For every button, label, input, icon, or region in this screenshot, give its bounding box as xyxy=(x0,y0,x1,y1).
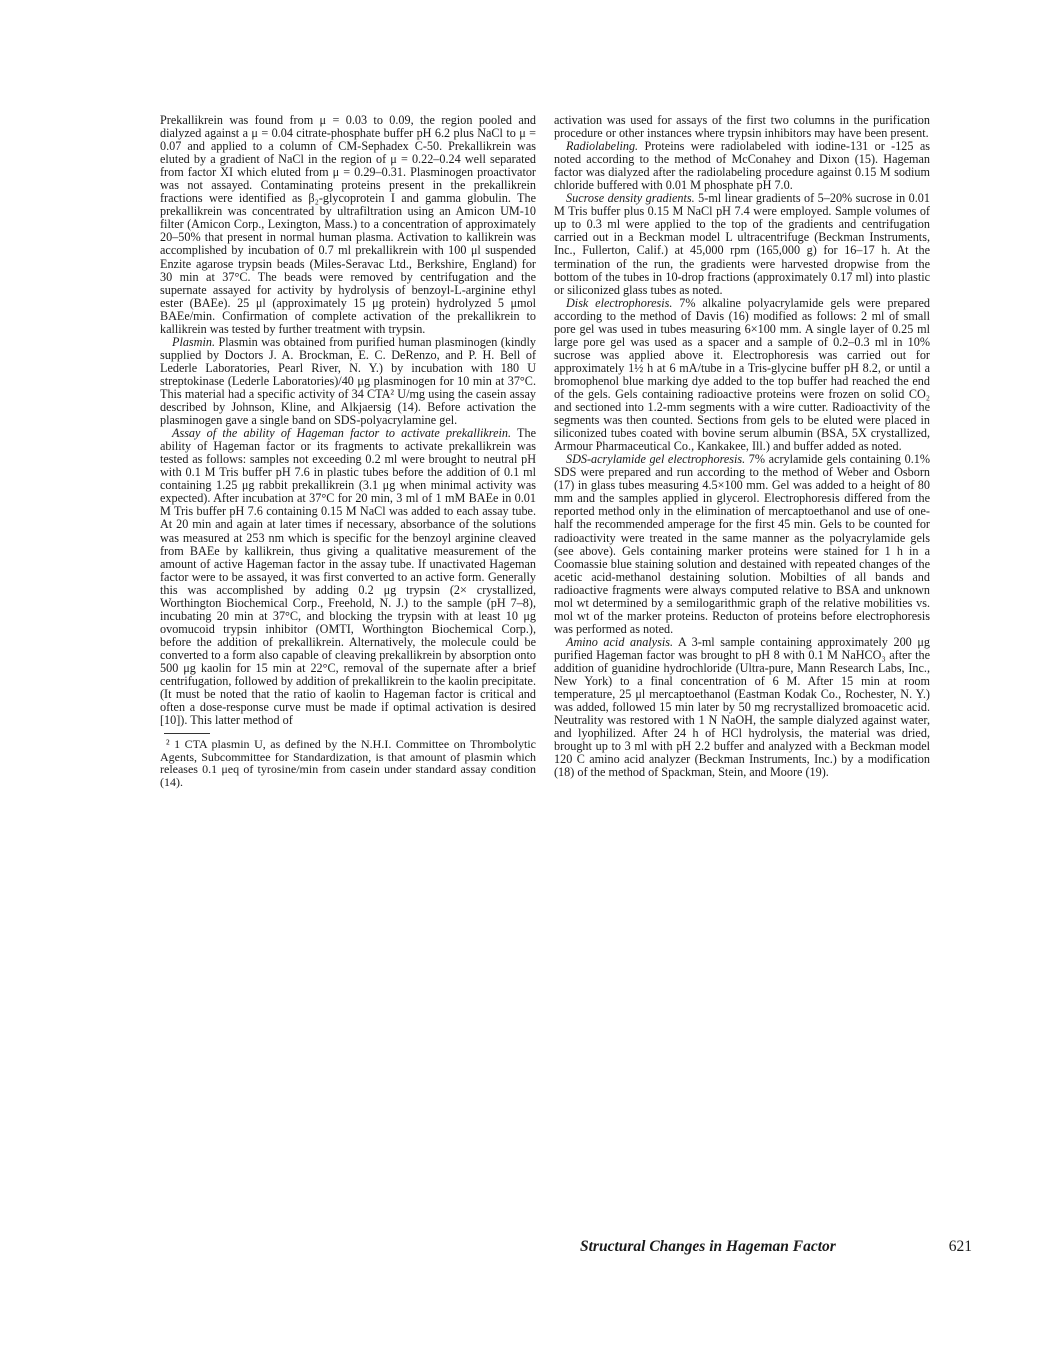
paragraph-prekallikrein: Prekallikrein was found from μ = 0.03 to 0.09, the region pooled and dialyzed against a μ = 0.04 citrate-phosphate buffer pH 6.2 plus NaCl to μ = 0.07 and applied to a column of CM-Sephadex C-50. Prekallikrein was eluted by a gradient of NaCl in the region of μ = 0.22–0.24 well separated from factor XI which eluted from μ = 0.29–0.31. Plasminogen proactivator was not assayed. Contaminating proteins present in the prekallikrein fractions were identified as β₂-glycoprotein I and gamma globulin. The prekallikrein was concentrated by ultrafiltration using an Amicon UM-10 filter (Amicon Corp., Lexington, Mass.) to a concentration of approximately 20–50% that present in normal human plasma. Activation to kallikrein was accomplished by incubation of 0.7 ml prekallikrein with 100 μl suspended Enzite agarose trypsin beads (Miles-Seravac Ltd., Berkshire, England) for 30 min at 37°C. The beads were removed by centrifugation and the supernate assayed for activity by hydrolysis of benzoyl-L-arginine ethyl ester (BAEe). 25 μl (approximately 15 μg protein) hydrolyzed 5 μmol BAEe/min. Confirmation of complete activation of the prekallikrein to kallikrein was tested by further treatment with trypsin. xyxy=(160,113,536,336)
paragraph-sds-electrophoresis-text: 7% acrylamide gels containing 0.1% SDS were prepared and run according to the method of Weber and Osborn (17) in glass tubes measuring 4.5×100 mm. Gel was added to a height of 80 mm and the samples applied in glycerol. Electrophoresis differed from the reported method only in the elimination of mercaptoethanol and use of one-half the recommended amperage for the first 45 min. Gels to be counted for radioactivity were treated in the same manner as the polyacrylamide gels (see above). Gels containing marker proteins were stained for 1 h in a Coomassie blue staining solution and destained with repeated changes of the acetic acid-methanol destaining solution. Mobilties of all bands and radioactive fragments were always computed relative to BSA and unknown mol wt determined by a semilogarithmic graph of the relative mobilities vs. mol wt of the marker proteins. Reducton of proteins before electrophoresis was performed as noted. xyxy=(554,452,930,636)
paragraph-plasmin xyxy=(160,336,536,427)
paragraph-radiolabeling-text: Proteins were radiolabeled with iodine-131 or -125 as noted according to the method of McConahey and Dixon (15). Hageman factor was dialyzed after the radiolabeling procedure against 0.15 M sodium chloride buffered with 0.01 M phosphate pH 7.0. xyxy=(554,139,930,193)
footnote-divider xyxy=(164,733,210,734)
paragraph-activation-continued: activation was used for assays of the first two columns in the purification procedure or other instances where trypsin inhibitors may have been present. xyxy=(554,113,930,141)
paragraph-assay xyxy=(160,427,536,727)
paragraph-plasmin-text: Plasmin was obtained from purified human plasminogen (kindly supplied by Doctors J. A. Brockman, E. C. DeRenzo, and P. H. Bell of Lederle Laboratories, Pearl River, N. Y.) by incubation with 180 U streptokinase (Lederle Laboratories)/40 μg plasminogen for 10 min at 37°C. This material had a specific activity of 34 CTA² U/mg using the casein assay described by Johnson, Kline, and Alkjaersig (14). Before activation the plasminogen gave a single band on SDS-polyacrylamine gel. xyxy=(160,334,536,428)
right-column xyxy=(554,114,930,779)
left-column xyxy=(160,114,536,789)
section-heading-disk-electrophoresis: Disk electrophoresis. xyxy=(566,295,673,310)
section-heading-plasmin: Plasmin. xyxy=(172,334,215,349)
footnote: ² 1 CTA plasmin U, as defined by the N.H.I. Committee on Thrombolytic Agents, Subcommittee for Standardization, is that amount of plasmin which releases 0.1 μeq of tyrosine/min from casein under standard assay condition (14). xyxy=(160,737,536,789)
section-heading-assay: Assay of the ability of Hageman factor to activate prekallikrein. xyxy=(172,426,512,441)
paragraph-assay-text: The ability of Hageman factor or its fragments to activate prekallikrein was tested as follows: samples not exceeding 0.2 ml were brought to neutral pH with 0.1 M Tris buffer pH 7.6 in plastic tubes before the addition of 0.1 ml containing 1.25 μg rabbit prekallikrein (3.1 μg when minimal activity was expected). After incubation at 37°C for 20 min, 3 ml of 1 mM BAEe in 0.01 M Tris buffer pH 7.6 containing 0.15 M NaCl was added to each assay tube. At 20 min and again at later times if necessary, absorbance of the solutions was measured at 253 nm which is specific for the benzoyl arginine cleaved from BAEe by kallikrein, thus giving a qualitative measurement of the amount of active Hageman factor in the assay tube. If unactivated Hageman factor were to be assayed, it was first converted to an active form. Generally this was accomplished by adding 0.2 μg trypsin (2× crystallized, Worthington Biochemical Corp., Freehold, N. J.) to the sample (pH 7–8), incubating 20 min at 37°C, and blocking the trypsin with at least 10 μg ovomucoid trypsin inhibitor (OMTI, Worthington Biochemical Corp.), before the addition of prekallikrein. Alternatively, the molecule could be converted to a form also capable of cleaving prekallikrein by absorption onto 500 μg kaolin for 15 min at 22°C, removal of the supernate after a brief centrifugation, followed by addition of prekallikrein to the kaolin precipitate. (It must be noted that the ratio of kaolin to Hageman factor is critical and often a dose-response curve must be made if optimal activation is desired [10]). This latter method of xyxy=(160,426,537,728)
running-footer xyxy=(580,1238,972,1256)
section-heading-radiolabeling: Radiolabeling. xyxy=(566,139,639,154)
section-heading-sds-electrophoresis: SDS-acrylamide gel electrophoresis. xyxy=(566,452,746,467)
paragraph-disk-electrophoresis xyxy=(554,297,930,454)
section-heading-sucrose-gradients: Sucrose density gradients. xyxy=(566,191,695,206)
paragraph-amino-acid-analysis-text: A 3-ml sample containing approximately 200 μg purified Hageman factor was brought to pH 8 with 0.1 M NaHCO₃ after the addition of guanidine hydrochloride (Ultra-pure, Mann Research Labs, Inc., New York) to a final concentration of 6 M. After 15 min at room temperature, 25 μl mercaptoethanol (Eastman Kodak Co., Rochester, N. Y.) was added, followed 15 min later by 50 mg recrystallized bromoacetic acid. Neutrality was restored with 1 N NaOH, the sample dialyzed against water, and lyophilized. After 24 h of HCl hydrolysis, the material was dried, brought up to 3 ml with pH 2.2 buffer and analyzed with a Beckman model 120 C amino acid analyzer (Beckman Instruments, Inc.) by a modification (18) of the method of Spackman, Stein, and Moore (19). xyxy=(554,634,930,780)
paragraph-radiolabeling xyxy=(554,140,930,192)
paragraph-sucrose-gradients-text: 5-ml linear gradients of 5–20% sucrose in 0.01 M Tris buffer plus 0.15 M NaCl pH 7.4 were employed. Sample volumes of up to 0.3 ml were applied to the top of the gradients and centrifugation carried out in a Beckman model L ultracentrifuge (Beckman Instruments, Inc., Fullerton, Calif.) at 45,000 rpm (165,000 g) for 16–17 h. At the termination of the run, the gradients were harvested dropwise from the bottom of the tubes in 10-drop fractions (approximately 0.17 ml) into plastic or siliconized glass tubes as noted. xyxy=(554,191,930,297)
paragraph-sucrose-gradients xyxy=(554,192,930,296)
page-number: 621 xyxy=(948,1238,972,1255)
running-title: Structural Changes in Hageman Factor xyxy=(580,1238,836,1255)
paragraph-disk-electrophoresis-text: 7% alkaline polyacrylamide gels were prepared according to the method of Davis (16) modified as follows: 2 ml of small pore gel was used in tubes measuring 6×100 mm. A single layer of 0.25 ml large pore gel was used as a spacer and a sample of 0.2–0.3 ml in 10% sucrose was applied above it. Electrophoresis was carried out for approximately 1½ h at 6 mA/tube in a Tris-glycine buffer pH 8.2, or until a bromophenol blue marking dye added to the top buffer had reached the end of the gels. Gels containing radioactive proteins were frozen on solid CO₂ and sectioned into 1.2-mm segments with a wire cutter. Radioactivity of the segments was then counted. Sections from gels to be eluted were placed in siliconized tubes coated with bovine serum albumin (BSA, 5X crystallized, Armour Pharmaceutical Co., Kankakee, Ill.) and buffer added as noted. xyxy=(554,295,931,454)
paragraph-amino-acid-analysis xyxy=(554,636,930,780)
paragraph-sds-electrophoresis xyxy=(554,453,930,636)
section-heading-amino-acid-analysis: Amino acid analysis. xyxy=(566,634,674,649)
